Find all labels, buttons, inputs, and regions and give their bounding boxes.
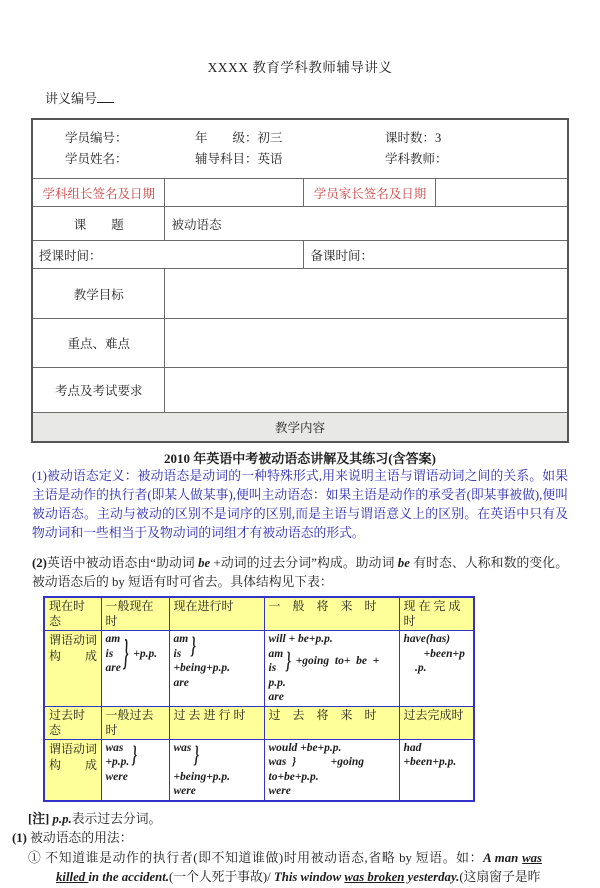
tense-body-row [44, 739, 474, 801]
cell-line: have(has) [403, 633, 451, 645]
cell-line: 构 成 [49, 649, 98, 663]
text-segment: (1) [12, 830, 31, 845]
cell-line: am [268, 647, 284, 660]
signature-leader-value [165, 179, 304, 207]
info-row [32, 119, 568, 179]
prep-time-label: 备课时间： [304, 241, 568, 269]
brace-stack [106, 632, 121, 676]
text-segment: (1)被动语态定义：被动语态是动词的一种特殊形式,用来说明主语与谓语动词之间的关系。如果主语是动作的执行者(即某人做某事),便叫主动语态：如果主语是动作的承受者(即某事被做),便叫被动语态。主动与被动的区别不是词序的区别,而是主语与谓语意义上的区别。在英语中只有及物动词和一些相当于及物动词的词组才有被动语态的形式。 [32, 469, 568, 540]
brace-group [106, 741, 165, 770]
tense-body-row [44, 631, 474, 707]
cell-line: had [403, 741, 422, 754]
tense-cell [169, 739, 264, 801]
exam-label: 考点及考试要求 [32, 368, 165, 413]
grade-label: 年 级：初三 [194, 131, 283, 145]
text-segment: yesterday. [404, 870, 460, 884]
tense-table [43, 596, 475, 802]
keypoints-label: 重点、难点 [32, 319, 165, 368]
cell-line: .p. [403, 662, 427, 674]
tense-cell [399, 631, 474, 707]
cell-line: was [173, 741, 192, 754]
tense-cell [101, 739, 169, 801]
cell-line: am [105, 633, 121, 645]
text-segment: be [397, 556, 410, 570]
cell-line: were [105, 770, 128, 783]
cell-line: +being+p.p. [173, 770, 231, 783]
handout-blank-line [97, 97, 114, 103]
cell-line [174, 755, 192, 770]
topic-label: 课 题 [32, 207, 165, 241]
cell-line: +being+p.p. [173, 662, 231, 674]
tense-header-cell: 一般过去时 [101, 706, 169, 739]
content-header: 教学内容 [32, 413, 568, 443]
keypoints-value [165, 319, 568, 368]
info-cell [32, 119, 568, 179]
cell-line: 构 成 [49, 757, 98, 772]
brace-suffix: +p.p. [133, 647, 158, 660]
subject-label: 辅导科目：英语 [194, 152, 283, 166]
brace-glyph: } [123, 630, 129, 673]
text-segment: 被动语态的用法： [30, 830, 133, 845]
cell-line: to+be+p.p. [268, 770, 319, 783]
brace-glyph: } [194, 739, 199, 768]
text-segment: (2) [32, 556, 47, 570]
brace-glyph: } [191, 630, 196, 660]
cell-line: is [268, 662, 277, 674]
text-segment: 表示过去分词。 [71, 811, 162, 826]
cell-line: were [173, 785, 196, 797]
handout-number [45, 88, 600, 107]
cell-line: is [105, 647, 114, 660]
cell-line: were [268, 785, 291, 797]
usage-item [26, 849, 542, 888]
cell-line: are [105, 662, 121, 674]
student-name-label: 学员姓名： [64, 152, 128, 166]
brace-stack [106, 741, 130, 770]
handout-label: 讲义编号 [45, 91, 98, 106]
text-segment: was broken [344, 870, 405, 884]
objective-value [165, 269, 568, 319]
text-segment: p.p. [52, 811, 72, 826]
info-line-1 [33, 128, 567, 149]
brace-stack [174, 741, 192, 770]
cell-line: was [105, 741, 124, 754]
cell-line: is [173, 647, 182, 660]
brace-group [106, 632, 165, 676]
info-line-2 [33, 149, 567, 170]
text-segment: (一个人死于事故)/ [169, 870, 274, 884]
brace-glyph: } [132, 739, 137, 768]
objective-label: 教学目标 [32, 269, 165, 319]
cell-line: +p.p. [105, 756, 130, 768]
tense-label-cell [44, 739, 101, 801]
hours-label: 课时数：3 [384, 131, 442, 145]
brace-stack [269, 647, 284, 676]
brace-stack [174, 632, 189, 661]
doc-title: XXXX 教育学科教师辅导讲义 [207, 60, 393, 75]
topic-row [32, 207, 568, 241]
student-no-label: 学员编号： [64, 131, 128, 145]
tense-cell [264, 739, 399, 801]
brace-glyph: } [286, 645, 291, 674]
tense-cell [264, 631, 399, 707]
tense-header-cell: 现在时态 [44, 597, 101, 631]
brace-group [174, 632, 260, 661]
text-segment: A man [483, 850, 523, 865]
teach-time-label: 授课时间： [32, 241, 304, 269]
cell-line: 谓语动词 [49, 633, 98, 647]
tense-label-cell [44, 631, 101, 707]
teacher-label: 学科教师： [384, 152, 448, 166]
brace-group [174, 741, 260, 770]
cell-line: will + be+p.p. [268, 633, 333, 645]
student-info-table [31, 118, 569, 443]
content-heading: 2010 年英语中考被动语态讲解及其练习(含答案) [164, 451, 436, 466]
tense-cell [399, 739, 474, 801]
content-area [32, 448, 568, 592]
times-row [32, 241, 568, 269]
tense-header-cell: 过 去 将 来 时 [264, 706, 399, 739]
tense-header-cell: 一般现在时 [101, 597, 169, 631]
text-segment: be [198, 556, 211, 570]
text-segment: in the accident. [88, 870, 170, 884]
note-line [28, 808, 600, 827]
cell-line: +been+p.p. [403, 756, 457, 768]
text-segment: +动词的过去分词”构成。助动词 [210, 556, 398, 570]
cell-line: was } +going [268, 756, 365, 768]
tense-header-cell: 一 般 将 来 时 [264, 597, 399, 631]
brace-suffix: +going to+ be + [295, 654, 380, 667]
signature-row [32, 179, 568, 207]
cell-line: p.p. [268, 676, 286, 689]
tense-header-cell: 现 在 完 成 时 [399, 597, 474, 631]
tense-header-cell: 现在进行时 [169, 597, 264, 631]
brace-group [269, 647, 395, 676]
tense-cell [101, 631, 169, 707]
text-segment: [注] [28, 811, 53, 826]
topic-value: 被动语态 [165, 207, 568, 241]
text-segment: 英语中被动语态由“助动词 [46, 556, 199, 570]
objective-row [32, 269, 568, 319]
content-header-row [32, 413, 568, 443]
text-segment: ① 不知道谁是动作的执行者(即不知道谁做)时用被动语态,省略 by 短语。如： [28, 850, 484, 865]
signature-leader-label: 学科组长签名及日期 [32, 179, 165, 207]
cell-line: +been+p [403, 647, 465, 660]
text-segment: was killed [56, 850, 542, 884]
exam-value [165, 368, 568, 413]
cell-line: are [268, 691, 284, 703]
tense-header-cell: 过去完成时 [399, 706, 474, 739]
cell-line: am [173, 633, 189, 645]
tense-header-cell: 过 去 进 行 时 [169, 706, 264, 739]
definition-paragraph [32, 467, 568, 543]
signature-parent-label: 学员家长签名及日期 [304, 179, 436, 207]
usage-title [12, 829, 600, 848]
cell-line: 谓语动词 [49, 741, 98, 756]
tense-header-cell: 过去时态 [44, 706, 101, 739]
text-segment: 有时态、人称和数的变化。被动语态后的 by 短语有时可省去。具体结构见下表： [32, 556, 568, 589]
formation-paragraph [32, 554, 568, 592]
text-segment: This window [273, 870, 345, 884]
cell-line: would +be+p.p. [268, 741, 342, 754]
tense-cell [169, 631, 264, 707]
keypoints-row [32, 319, 568, 368]
tense-header-row [44, 706, 474, 739]
tense-header-row [44, 597, 474, 631]
signature-parent-value [436, 179, 568, 207]
exam-row [32, 368, 568, 413]
text-segment: (这扇窗子是昨 [459, 870, 541, 884]
cell-line: are [173, 676, 189, 689]
